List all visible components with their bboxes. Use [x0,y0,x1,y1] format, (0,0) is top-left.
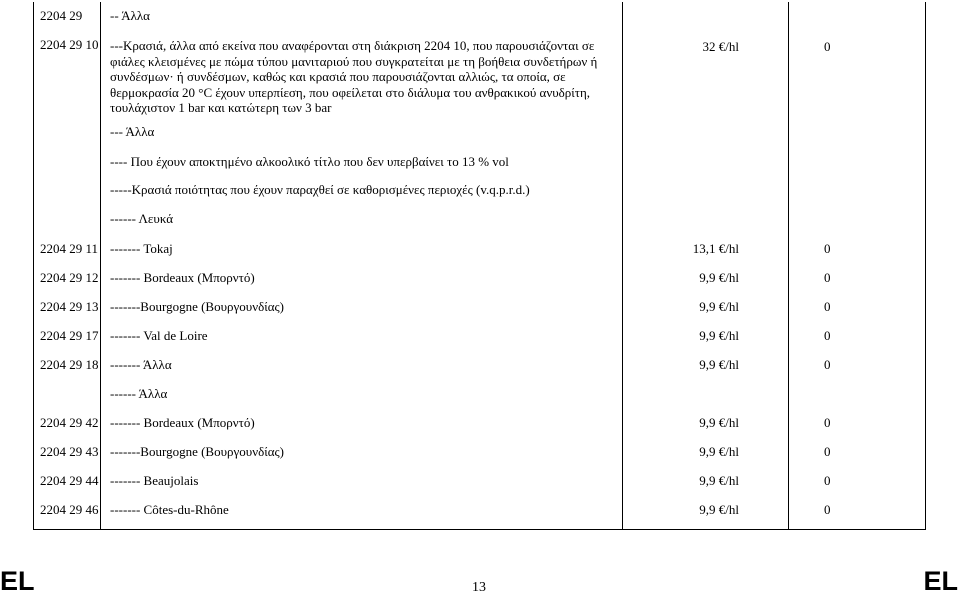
tariff-description: ------- Beaujolais [110,473,199,488]
tariff-description: ---Κρασιά, άλλα από εκείνα που αναφέρονται στη διάκριση 2204 10, που παρουσιάζονται σε φιάλες κλεισμένες με πώμα τύπου μανιταριού που συγκρατείται με τη βοήθεια συνδετήρων ή συνδέσμων· ή συνδέσμων, καθώς και κρασιά που παρουσιάζονται αλλιώς, τα οποία, σε θερμοκρασία 20 °C έχουν υπερπίεση, που οφείλεται στο διάλυμα του ανθρακικού ανυδρίτη, τουλάχιστον 1 bar και κατώτερη των 3 bar [110,38,598,115]
tariff-duty: 0 [824,299,831,314]
tariff-description: ------- Bordeaux (Μπορντό) [110,270,255,285]
tariff-code: 2204 29 12 [40,270,99,285]
tariff-duty: 0 [824,328,831,343]
tariff-description: ------ Άλλα [110,386,168,401]
tariff-code: 2204 29 11 [40,241,99,256]
language-code-left: EL [0,566,35,596]
tariff-code: 2204 29 44 [40,473,99,488]
tariff-rate: 9,9 €/hl [699,415,739,430]
tariff-rate: 32 €/hl [702,39,739,54]
tariff-description: --- Άλλα [110,124,155,139]
tariff-code: 2204 29 [40,8,83,23]
tariff-code: 2204 29 10 [40,37,99,52]
tariff-duty: 0 [824,444,831,459]
tariff-rate: 9,9 €/hl [699,270,739,285]
tariff-rate: 9,9 €/hl [699,328,739,343]
tariff-duty: 0 [824,415,831,430]
tariff-duty: 0 [824,502,831,517]
tariff-code: 2204 29 46 [40,502,99,517]
tariff-description: ---- Που έχουν αποκτημένο αλκοολικό τίτλο που δεν υπερβαίνει το 13 % vol [110,154,509,169]
tariff-description: -- Άλλα [110,8,150,23]
tariff-duty: 0 [824,270,831,285]
tariff-description: -----Κρασιά ποιότητας που έχουν παραχθεί σε καθορισμένες περιοχές (v.q.p.r.d.) [110,182,530,197]
tariff-description: -------Bourgogne (Βουργουνδίας) [110,444,284,459]
tariff-code: 2204 29 42 [40,415,99,430]
tariff-duty: 0 [824,473,831,488]
tariff-description: ------- Côtes-du-Rhône [110,502,229,517]
tariff-duty: 0 [824,357,831,372]
tariff-rate: 9,9 €/hl [699,502,739,517]
tariff-description: ------- Tokaj [110,241,173,256]
tariff-duty: 0 [824,39,831,54]
tariff-rate: 9,9 €/hl [699,357,739,372]
tariff-rate: 13,1 €/hl [692,241,739,256]
tariff-table [33,2,926,530]
tariff-description: ------- Bordeaux (Μπορντό) [110,415,255,430]
tariff-code: 2204 29 43 [40,444,99,459]
tariff-duty: 0 [824,241,831,256]
tariff-code: 2204 29 18 [40,357,99,372]
column-divider [100,2,101,529]
tariff-code: 2204 29 13 [40,299,99,314]
tariff-rate: 9,9 €/hl [699,473,739,488]
tariff-rate: 9,9 €/hl [699,444,739,459]
tariff-description: ------- Άλλα [110,357,172,372]
tariff-rate: 9,9 €/hl [699,299,739,314]
tariff-description: ------ Λευκά [110,211,174,226]
tariff-description: ------- Val de Loire [110,328,208,343]
tariff-code: 2204 29 17 [40,328,99,343]
language-code-right: EL [923,566,958,596]
tariff-description: -------Bourgogne (Βουργουνδίας) [110,299,284,314]
page-number: 13 [472,580,486,595]
column-divider [788,2,789,529]
